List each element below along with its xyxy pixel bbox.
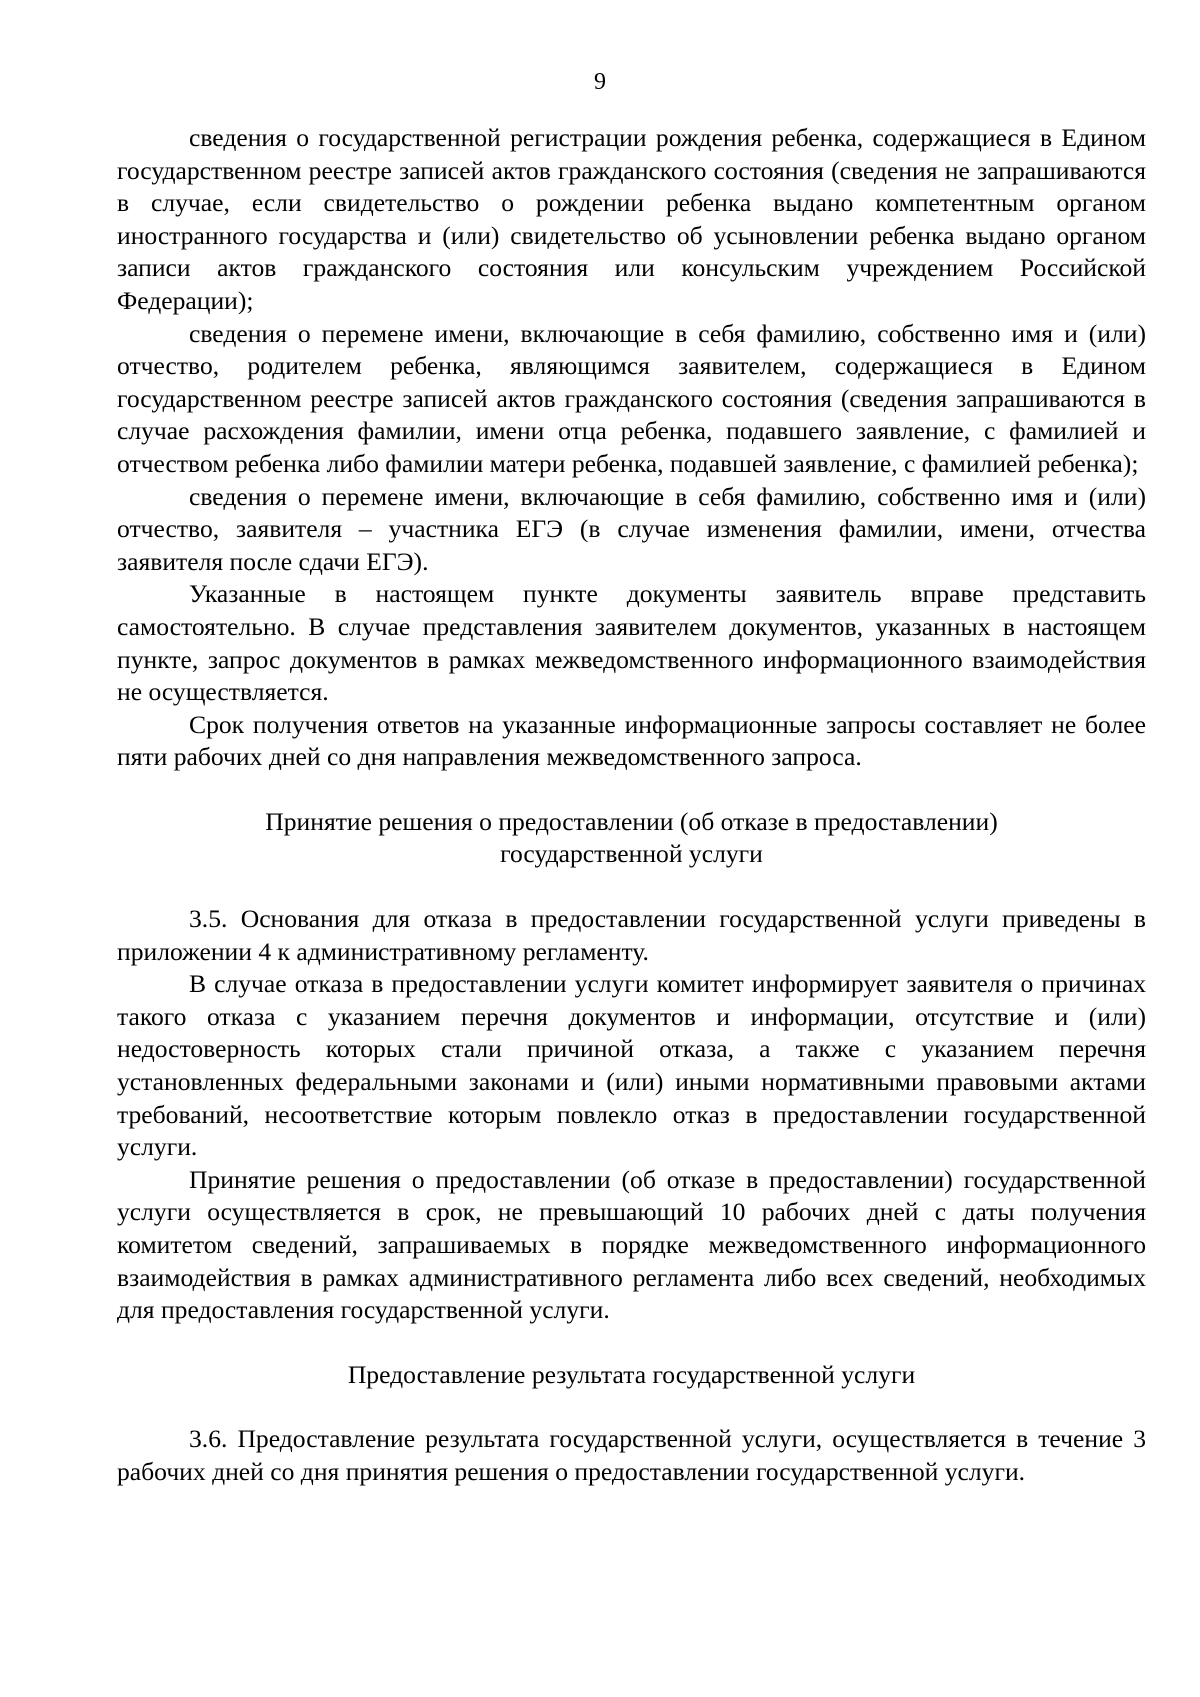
document-body xyxy=(117,122,1146,1489)
paragraph: 3.6. Предоставление результата государственной услуги, осуществляется в течение 3 рабочих дней со дня принятия решения о предоставлении государственной услуги. xyxy=(117,1424,1146,1486)
paragraph: Указанные в настоящем пункте документы заявитель вправе представить самостоятельно. В случае представления заявителем документов, указанных в настоящем пункте, запрос документов в рамках межведомственного информационного взаимодействия не осуществляется. xyxy=(117,579,1146,707)
section-heading-line: государственной услуги xyxy=(500,839,763,869)
paragraph: сведения о перемене имени, включающие в себя фамилию, собственно имя и (или) отчество, заявителя – участника ЕГЭ (в случае изменения фамилии, имени, отчества заявителя после сдачи ЕГЭ). xyxy=(117,481,1146,576)
paragraph: Срок получения ответов на указанные информационные запросы составляет не более пяти рабочих дней со дня направления межведомственного запроса. xyxy=(117,709,1146,772)
section-decision-body xyxy=(117,903,1146,1327)
paragraph: сведения о перемене имени, включающие в себя фамилию, собственно имя и (или) отчество, родителем ребенка, являющимся заявителем, содержащиеся в Едином государственном реестре записей актов гражданского состояния (сведения запрашиваются в случае расхождения фамилии, имени отца ребенка, подавшего заявление, с фамилией и отчеством ребенка либо фамилии матери ребенка, подавшей заявление, с фамилией ребенка); xyxy=(117,318,1146,478)
section-heading-decision xyxy=(117,806,1146,871)
page-number: 9 xyxy=(594,69,606,95)
section-heading-line: Принятие решения о предоставлении (об отказе в предоставлении) xyxy=(265,806,998,836)
paragraph: В случае отказа в предоставлении услуги комитет информирует заявителя о причинах такого отказа с указанием перечня документов и информации, отсутствие и (или) недостоверность которых стали причиной отказа, а также с указанием перечня установленных федеральными законами и (или) иными нормативными правовыми актами требований, несоответствие которым повлекло отказ в предоставлении государственной услуги. xyxy=(117,969,1146,1162)
section-heading-result: Предоставление результата государственной услуги xyxy=(347,1359,916,1389)
paragraph: Принятие решения о предоставлении (об отказе в предоставлении) государственной услуги осуществляется в срок, не превышающий 10 рабочих дней с даты получения комитетом сведений, запрашиваемых в порядке межведомственного информационного взаимодействия в рамках административного регламента либо всех сведений, необходимых для предоставления государственной услуги. xyxy=(117,1164,1146,1325)
paragraph: сведения о государственной регистрации рождения ребенка, содержащиеся в Едином государственном реестре записей актов гражданского состояния (сведения не запрашиваются в случае, если свидетельство о рождении ребенка выдано компетентным органом иностранного государства и (или) свидетельство об усыновлении ребенка выдано органом записи актов гражданского состояния или консульским учреждением Российской Федерации); xyxy=(117,123,1146,315)
section-result-body xyxy=(117,1423,1146,1488)
paragraph: 3.5. Основания для отказа в предоставлении государственной услуги приведены в приложении 4 к административному регламенту. xyxy=(117,904,1146,966)
